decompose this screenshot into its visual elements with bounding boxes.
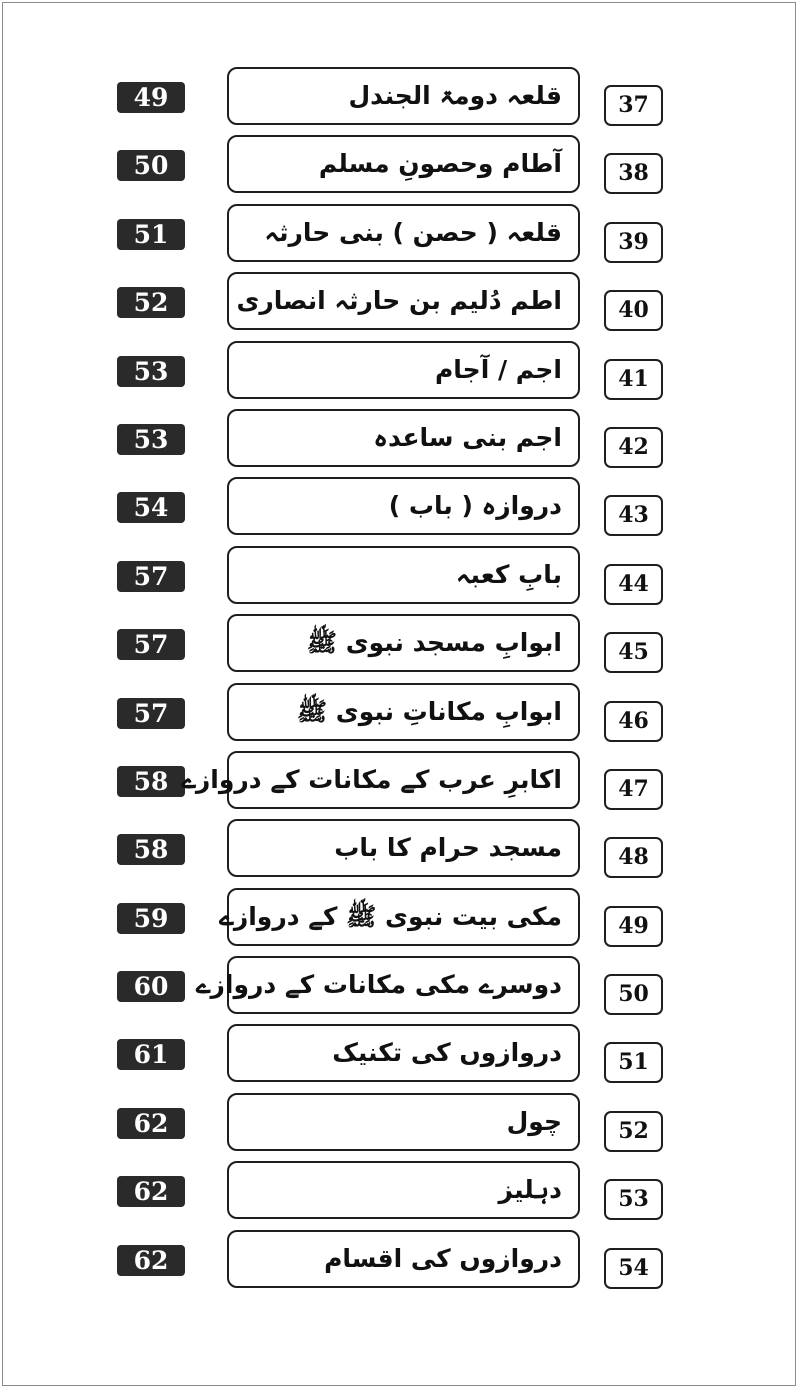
page-number-badge: 62 bbox=[117, 1108, 185, 1139]
page-number-badge: 62 bbox=[117, 1176, 185, 1207]
page-number-badge: 61 bbox=[117, 1039, 185, 1070]
toc-row bbox=[0, 750, 800, 818]
entry-number: 52 bbox=[604, 1111, 663, 1152]
entry-number: 39 bbox=[604, 222, 663, 263]
entry-title: اطم دُلیم بن حارثہ انصاری bbox=[227, 272, 580, 330]
entry-number: 53 bbox=[604, 1179, 663, 1220]
entry-number: 45 bbox=[604, 632, 663, 673]
page-number-badge: 62 bbox=[117, 1245, 185, 1276]
page-number-badge: 58 bbox=[117, 766, 185, 797]
toc-row bbox=[0, 408, 800, 476]
entry-title: چول bbox=[227, 1093, 580, 1151]
toc-row bbox=[0, 818, 800, 886]
entry-title: اجم / آجام bbox=[227, 341, 580, 399]
entry-title: ابوابِ مکاناتِ نبوی ﷺ bbox=[227, 683, 580, 741]
entry-title: قلعہ ( حصن ) بنی حارثہ bbox=[227, 204, 580, 262]
toc-row bbox=[0, 955, 800, 1023]
entry-number: 50 bbox=[604, 974, 663, 1015]
toc-row bbox=[0, 340, 800, 408]
entry-number: 54 bbox=[604, 1248, 663, 1289]
entry-title: دروازوں کی تکنیک bbox=[227, 1024, 580, 1082]
toc-row bbox=[0, 66, 800, 134]
entry-title: اجم بنی ساعدہ bbox=[227, 409, 580, 467]
entry-number: 41 bbox=[604, 359, 663, 400]
toc-row bbox=[0, 1160, 800, 1228]
entry-title: مکی بیت نبوی ﷺ کے دروازے bbox=[227, 888, 580, 946]
entry-title: اکابرِ عرب کے مکانات کے دروازے bbox=[227, 751, 580, 809]
page-number-badge: 57 bbox=[117, 698, 185, 729]
page-number-badge: 49 bbox=[117, 82, 185, 113]
entry-title: آطام وحصونِ مسلم bbox=[227, 135, 580, 193]
page-number-badge: 54 bbox=[117, 492, 185, 523]
entry-title: مسجد حرام کا باب bbox=[227, 819, 580, 877]
toc-row bbox=[0, 545, 800, 613]
entry-title: دروازہ ( باب ) bbox=[227, 477, 580, 535]
toc-row bbox=[0, 682, 800, 750]
toc-row bbox=[0, 887, 800, 955]
page-number-badge: 51 bbox=[117, 219, 185, 250]
toc-row bbox=[0, 1023, 800, 1091]
page-number-badge: 52 bbox=[117, 287, 185, 318]
entry-number: 37 bbox=[604, 85, 663, 126]
entry-title: قلعہ دومۃ الجندل bbox=[227, 67, 580, 125]
page-number-badge: 53 bbox=[117, 424, 185, 455]
entry-number: 44 bbox=[604, 564, 663, 605]
entry-title: دروازوں کی اقسام bbox=[227, 1230, 580, 1288]
toc-row bbox=[0, 134, 800, 202]
entry-number: 49 bbox=[604, 906, 663, 947]
toc-row bbox=[0, 271, 800, 339]
entry-number: 48 bbox=[604, 837, 663, 878]
page-number-badge: 58 bbox=[117, 834, 185, 865]
toc-row bbox=[0, 1229, 800, 1297]
page-number-badge: 53 bbox=[117, 356, 185, 387]
entry-title: بابِ کعبہ bbox=[227, 546, 580, 604]
entry-number: 38 bbox=[604, 153, 663, 194]
page-number-badge: 60 bbox=[117, 971, 185, 1002]
entry-number: 40 bbox=[604, 290, 663, 331]
entry-number: 42 bbox=[604, 427, 663, 468]
entry-title: دوسرے مکی مکانات کے دروازے bbox=[227, 956, 580, 1014]
toc-row bbox=[0, 1092, 800, 1160]
page-number-badge: 50 bbox=[117, 150, 185, 181]
entry-title: ابوابِ مسجد نبوی ﷺ bbox=[227, 614, 580, 672]
toc-row bbox=[0, 203, 800, 271]
entry-number: 51 bbox=[604, 1042, 663, 1083]
toc-row bbox=[0, 476, 800, 544]
entry-number: 43 bbox=[604, 495, 663, 536]
page-number-badge: 59 bbox=[117, 903, 185, 934]
toc-row bbox=[0, 613, 800, 681]
entry-title: دہلیز bbox=[227, 1161, 580, 1219]
page-number-badge: 57 bbox=[117, 629, 185, 660]
entry-number: 46 bbox=[604, 701, 663, 742]
page-number-badge: 57 bbox=[117, 561, 185, 592]
table-of-contents bbox=[0, 66, 800, 1297]
entry-number: 47 bbox=[604, 769, 663, 810]
